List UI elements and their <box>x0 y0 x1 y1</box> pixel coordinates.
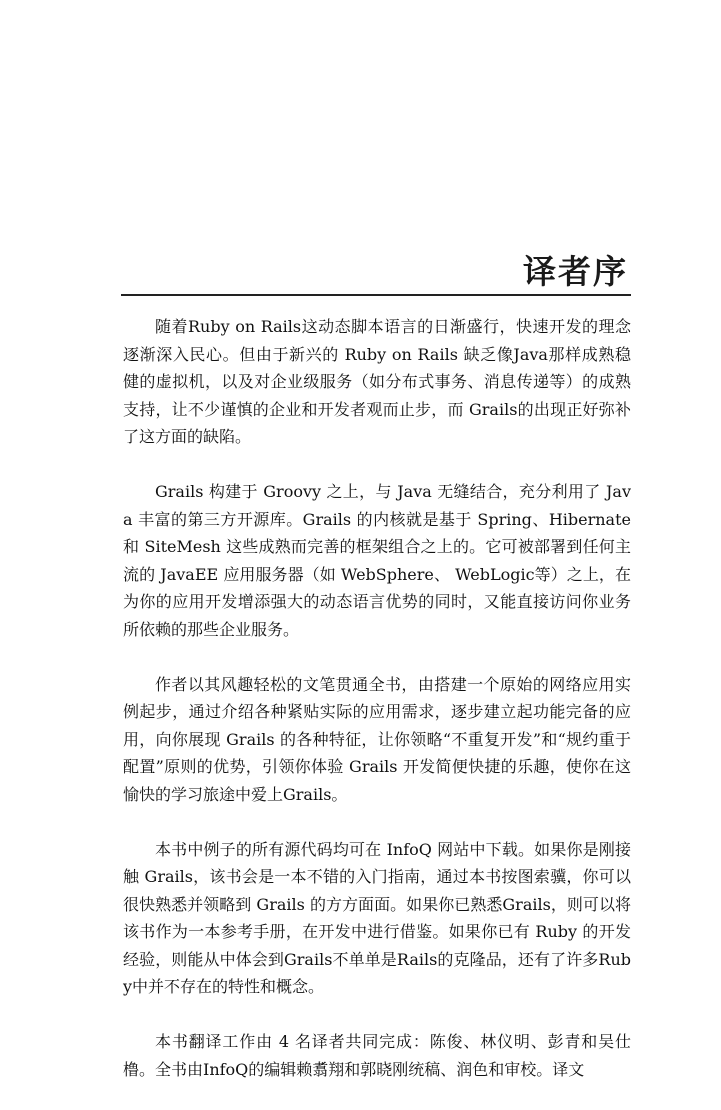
title-divider <box>121 294 631 296</box>
paragraph-5: 本书翻译工作由 4 名译者共同完成：陈俊、林仪明、彭青和吴仕橹。全书由InfoQ的编辑赖翥翔和郭晓刚统稿、润色和审校。译文 <box>123 1032 631 1079</box>
paragraph-1: 随着Ruby on Rails这动态脚本语言的日渐盛行，快速开发的理念逐渐深入民心。但由于新兴的 Ruby on Rails 缺乏像Java那样成熟稳健的虚拟机，以及对企业级服务（如分布式事务、消息传递等）的成熟支持，让不少谨慎的企业和开发者观而止步，而 Grails的出现正好弥补了这方面的缺陷。 <box>123 317 631 447</box>
page-title: 译者序 <box>523 252 628 291</box>
paragraph-2: Grails 构建于 Groovy 之上，与 Java 无缝结合，充分利用了 Java 丰富的第三方开源库。Grails 的内核就是基于 Spring、Hibernate 和 SiteMesh 这些成熟而完善的框架组合之上的。它可被部署到任何主流的 JavaEE 应用服务器（如 WebSphere、 WebLogic等）之上，在为你的应用开发增添强大的动态语言优势的同时，又能直接访问你业务所依赖的那些企业服务。 <box>123 481 631 639</box>
paragraph-4: 本书中例子的所有源代码均可在 InfoQ 网站中下载。如果你是刚接触 Grails，该书会是一本不错的入门指南，通过本书按图索骥，你可以很快熟悉并领略到 Grails 的方方面面。如果你已熟悉Grails，则可以将该书作为一本参考手册，在开发中进行借鉴。如果你已有 Ruby 的开发经验，则能从中体会到Grails不单单是Rails的克隆品，还有了许多Ruby中并不存在的特性和概念。 <box>123 839 631 997</box>
paragraph-3: 作者以其风趣轻松的文笔贯通全书，由搭建一个原始的网络应用实例起步，通过介绍各种紧贴实际的应用需求，逐步建立起功能完备的应用，向你展现 Grails 的各种特征，让你领略“不重复开发”和“规约重于配置”原则的优势，引领你体验 Grails 开发简便快捷的乐趣，使你在这愉快的学习旅途中爱上Grails。 <box>123 674 631 804</box>
body-text <box>123 313 631 1110</box>
